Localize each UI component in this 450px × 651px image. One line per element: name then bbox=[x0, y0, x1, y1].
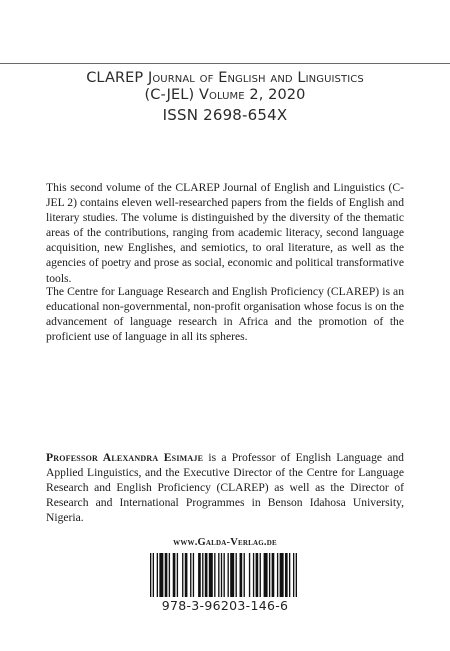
journal-title: CLAREP Journal of English and Linguistics bbox=[86, 70, 364, 86]
author-name: Professor Alexandra Esimaje bbox=[46, 451, 204, 464]
description-paragraph-1: This second volume of the CLAREP Journal of English and Linguistics (C-JEL 2) contains eleven well-researched papers from the fields of English and literary studies. The volume is distinguished by the diversity of the thematic areas of the contributions, ranging from academic literacy, second language acquisition, new Englishes, and semiotics, to oral literature, as well as the agencies of poetry and prose as social, economic and political transformative tools. bbox=[46, 181, 404, 285]
description-paragraph-2: The Centre for Language Research and English Proficiency (CLAREP) is an educational non-governmental, non-profit organisation whose focus is on the advancement of language research in Africa and the promotion of the proficient use of language in all its spheres. bbox=[46, 285, 404, 344]
author-bio bbox=[46, 450, 404, 525]
issn-number: ISSN 2698-654X bbox=[162, 106, 288, 124]
barcode-icon bbox=[150, 553, 297, 597]
publisher-website[interactable]: www.Galda-Verlag.de bbox=[173, 537, 277, 548]
top-rule bbox=[0, 63, 450, 64]
journal-volume: (C-JEL) Volume 2, 2020 bbox=[144, 87, 306, 103]
author-bio-text: is a Professor of English Language and Applied Linguistics, and the Executive Director of the Centre for Language Research and English Proficiency (CLAREP) as well as the Director of Research and International Programmes in Benson Idahosa University, Nigeria. bbox=[46, 451, 404, 525]
cover-header bbox=[0, 70, 450, 125]
isbn-number: 978-3-96203-146-6 bbox=[161, 598, 289, 613]
